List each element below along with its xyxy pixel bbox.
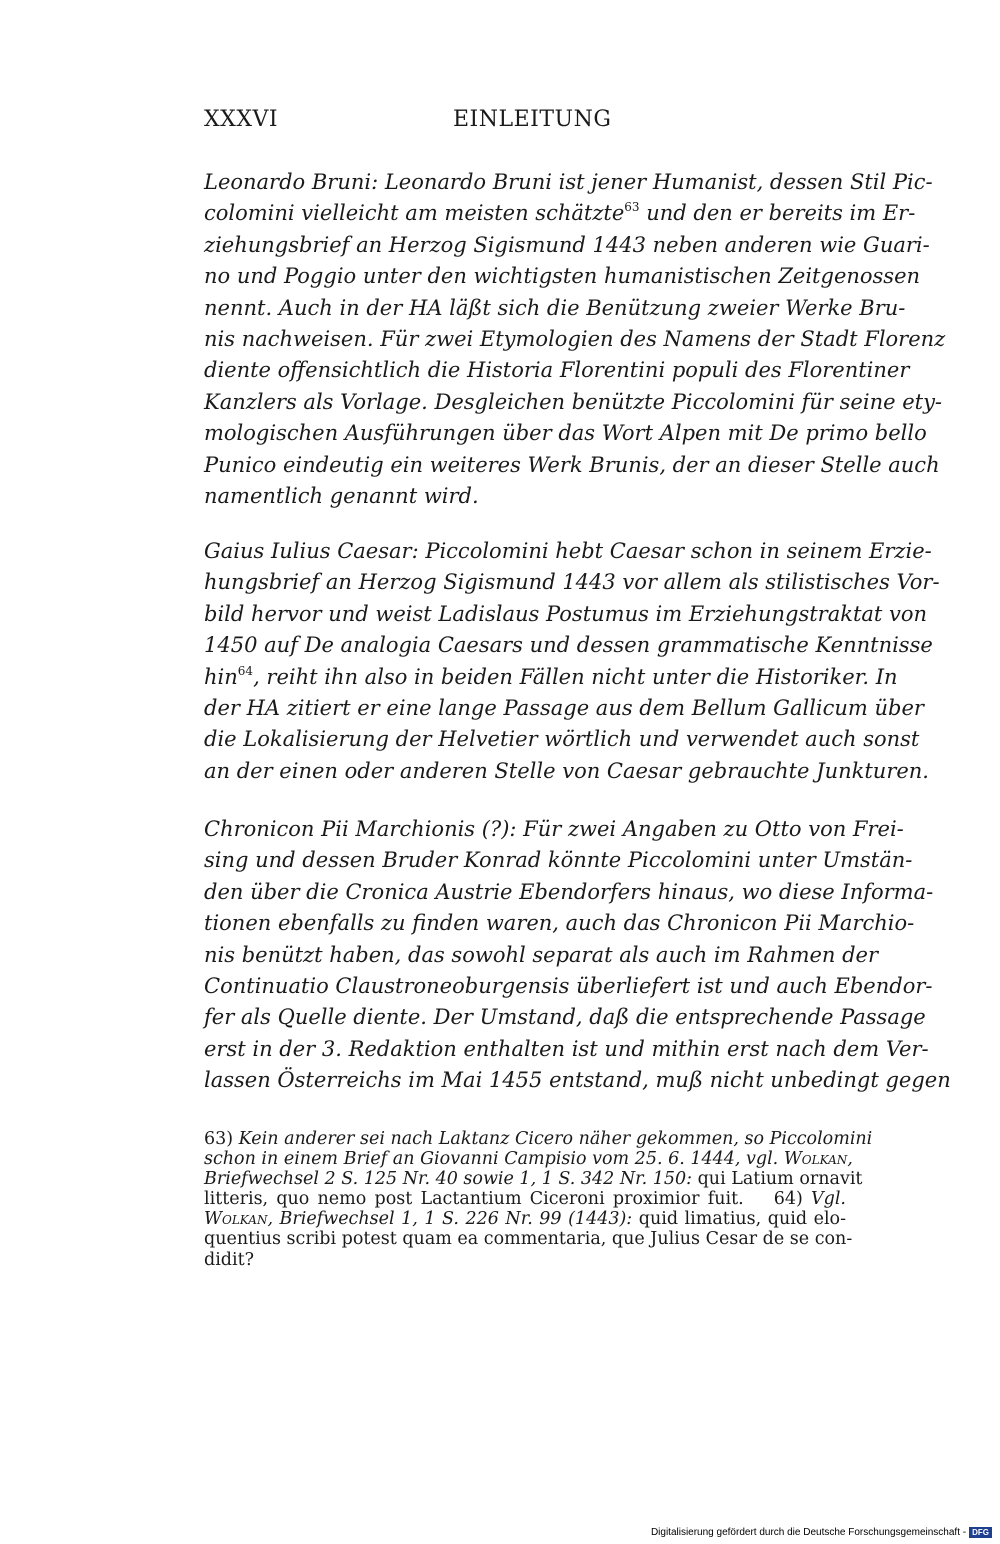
text-line: diente offensichtlich die Historia Florentini populi des Florentiner bbox=[204, 358, 910, 383]
text-line: Gaius Iulius Caesar: Piccolomini hebt Caesar schon in seinem Erzie- bbox=[204, 539, 932, 563]
footnote-line: Briefwechsel 2 S. 125 Nr. 40 sowie 1, 1 S. 342 Nr. 150: qui Latium ornavit bbox=[204, 1169, 863, 1190]
text-line: erst in der 3. Redaktion enthalten ist und mithin erst nach dem Ver- bbox=[204, 1036, 929, 1061]
footnote-line: didit? bbox=[204, 1249, 255, 1270]
dfg-logo-icon: DFG bbox=[969, 1527, 992, 1538]
footnote-line: 63) Kein anderer sei nach Laktanz Cicero näher gekommen, so Piccolomini bbox=[204, 1129, 873, 1149]
text-line: tionen ebenfalls zu finden waren, auch das Chronicon Pii Marchio- bbox=[204, 911, 915, 936]
text-line: Leonardo Bruni: Leonardo Bruni ist jener Humanist, dessen Stil Pic- bbox=[204, 170, 933, 194]
footnotes bbox=[204, 1129, 873, 1270]
credit-text: Digitalisierung gefördert durch die Deutsche Forschungsgemeinschaft - bbox=[650, 1527, 967, 1538]
footnote-line: schon in einem Brief an Giovanni Campisio vom 25. 6. 1444, vgl. Wolkan, bbox=[204, 1149, 853, 1170]
text-line: den über die Cronica Austrie Ebendorfers hinaus, wo diese Informa- bbox=[204, 879, 934, 904]
text-line: die Lokalisierung der Helvetier wörtlich und verwendet auch sonst bbox=[204, 727, 920, 752]
footnote-number: 64) bbox=[773, 1189, 811, 1210]
text-line: Chronicon Pii Marchionis (?): Für zwei Angaben zu Otto von Frei- bbox=[204, 817, 904, 841]
text-line: Punico eindeutig ein weiteres Werk Brunis, der an dieser Stelle auch bbox=[204, 452, 940, 477]
footnote-ref[interactable]: 63 bbox=[624, 200, 640, 215]
footnote-line: Wolkan, Briefwechsel 1, 1 S. 226 Nr. 99 (1443): quid limatius, quid elo- bbox=[204, 1209, 846, 1230]
text-line: hin$^{64}$, reiht ihn also in beiden Fällen nicht unter die Historiker. In bbox=[204, 663, 898, 689]
running-head bbox=[204, 107, 846, 137]
text-line: nis benützt haben, das sowohl separat als auch im Rahmen der bbox=[204, 942, 879, 967]
footnote-line: litteris, quo nemo post Lactantium Ciceroni proximior fuit. 64) Vgl. bbox=[204, 1189, 846, 1210]
page-number: XXXVI bbox=[204, 107, 279, 132]
paragraph-chronicon bbox=[204, 814, 951, 1097]
text-line: Kanzlers als Vorlage. Desgleichen benützte Piccolomini für seine ety- bbox=[204, 389, 943, 414]
text-line: Continuatio Claustroneoburgensis überliefert ist und auch Ebendor- bbox=[204, 973, 933, 998]
text-line: der HA zitiert er eine lange Passage aus dem Bellum Gallicum über bbox=[204, 695, 924, 720]
text-line: lassen Österreichs im Mai 1455 entstand, muß nicht unbedingt gegen bbox=[204, 1068, 951, 1093]
text-line: mologischen Ausführungen über das Wort Alpen mit De primo bello bbox=[204, 421, 927, 446]
text-line: bild hervor und weist Ladislaus Postumus im Erziehungstraktat von bbox=[204, 601, 928, 626]
running-title: EINLEITUNG bbox=[453, 107, 612, 132]
text-line: namentlich genannt wird. bbox=[204, 483, 479, 508]
footnote-ref[interactable]: 64 bbox=[237, 663, 254, 678]
digitization-credit bbox=[651, 1527, 992, 1538]
text-line: nennt. Auch in der HA läßt sich die Benützung zweier Werke Bru- bbox=[204, 295, 906, 320]
text-line: an der einen oder anderen Stelle von Caesar gebrauchte Junkturen. bbox=[204, 758, 929, 783]
footnote-line: quentius scribi potest quam ea commentaria, que Julius Cesar de se con- bbox=[204, 1229, 853, 1250]
text-line: colomini vielleicht am meisten schätzte$^{63}$ und den er bereits im Er- bbox=[204, 200, 916, 226]
text-line: hungsbrief an Herzog Sigismund 1443 vor allem als stilistisches Vor- bbox=[204, 570, 940, 595]
footnote-number: 63) bbox=[204, 1129, 239, 1149]
text-line: nis nachweisen. Für zwei Etymologien des Namens der Stadt Florenz bbox=[204, 326, 946, 351]
text-line: sing und dessen Bruder Konrad könnte Piccolomini unter Umstän- bbox=[204, 848, 913, 873]
paragraph-bruni bbox=[204, 167, 946, 512]
text-line: ziehungsbrief an Herzog Sigismund 1443 neben anderen wie Guari- bbox=[204, 232, 930, 257]
text-line: 1450 auf De analogia Caesars und dessen grammatische Kenntnisse bbox=[204, 633, 933, 658]
text-line: no und Poggio unter den wichtigsten humanistischen Zeitgenossen bbox=[204, 264, 921, 289]
paragraph-caesar bbox=[204, 536, 940, 787]
text-line: fer als Quelle diente. Der Umstand, daß die entsprechende Passage bbox=[204, 1005, 926, 1030]
